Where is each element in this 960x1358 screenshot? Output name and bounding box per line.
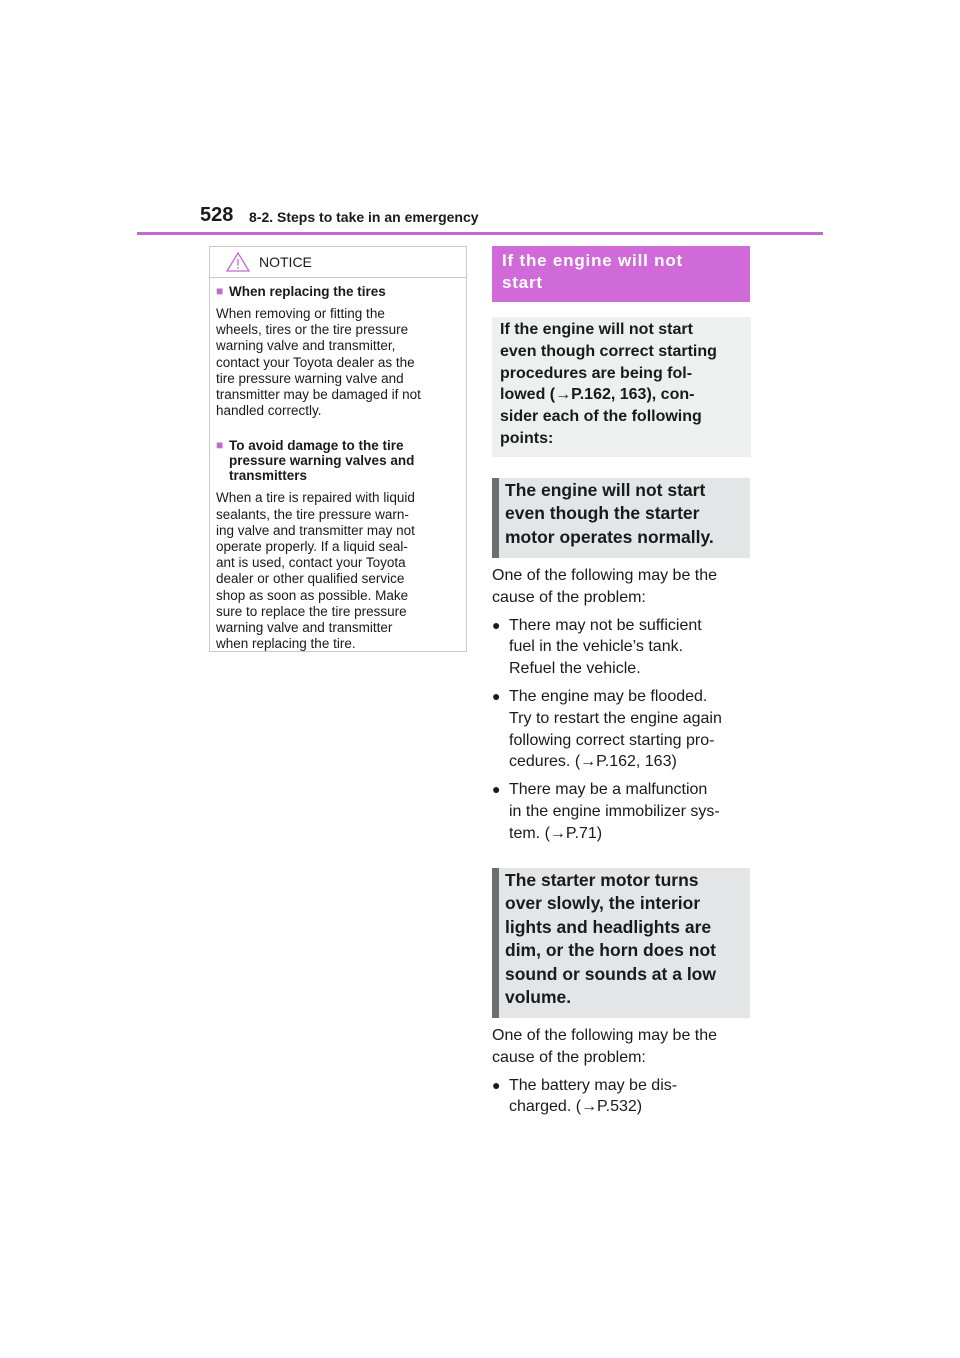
square-bullet-icon: ■: [216, 284, 224, 298]
section-title: 8-2. Steps to take in an emergency: [249, 209, 479, 225]
warning-icon: [226, 252, 250, 272]
bullet-icon: ●: [492, 687, 501, 704]
notice-heading-2: ■ To avoid damage to the tire pressure warning valves and transmitters: [216, 438, 415, 484]
bullet-icon: ●: [492, 781, 501, 798]
list-item: ● The engine may be flooded. Try to restart the engine again following correct starting pro- cedures. (→P.162, 163): [492, 686, 754, 773]
notice-paragraph-1: When removing or fitting the wheels, tires or the tire pressure warning valve and transmitter, contact your Toyota dealer as the tire pressure warning valve and transmitter may be damaged if not handled correctly.: [216, 306, 421, 419]
page-number: 528: [200, 204, 234, 226]
bullet-icon: ●: [492, 1076, 501, 1093]
subheading-engine-not-start: The engine will not start even though the starter motor operates normally.: [492, 478, 750, 558]
notice-header: [210, 247, 466, 278]
list-item: ● The battery may be dis- charged. (→P.532): [492, 1075, 754, 1119]
notice-heading-1: ■ When replacing the tires: [216, 284, 386, 299]
lead-paragraph: One of the following may be the cause of the problem:: [492, 1027, 718, 1066]
notice-box: [209, 246, 467, 652]
subheading-starter-slow: The starter motor turns over slowly, the interior lights and headlights are dim, or the horn does not sound or sounds at a low volume.: [492, 868, 750, 1018]
square-bullet-icon: ■: [216, 438, 224, 453]
section2-body: [492, 1025, 754, 1118]
section-banner: If the engine will not start: [492, 246, 750, 302]
section1-body: [492, 565, 754, 845]
list-item: ● There may not be sufficient fuel in the vehicle’s tank. Refuel the vehicle.: [492, 615, 754, 680]
header-rule: [137, 232, 823, 235]
list-item: ● There may be a malfunction in the engine immobilizer sys- tem. (→P.71): [492, 779, 754, 844]
bullet-icon: ●: [492, 616, 501, 633]
lead-paragraph: One of the following may be the cause of the problem:: [492, 567, 718, 606]
notice-paragraph-2: When a tire is repaired with liquid sealants, the tire pressure warn- ing valve and transmitter may not operate properly. If a liquid seal- ant is used, contact your Toyota dealer or other qualified service shop as soon as possible. Make sure to replace the tire pressure warning valve and transmitter when replacing the tire.: [216, 490, 415, 652]
intro-box: If the engine will not start even though correct starting procedures are being fol- lowed (→P.162, 163), con- sider each of the following points:: [492, 317, 751, 457]
notice-title: NOTICE: [259, 254, 312, 270]
